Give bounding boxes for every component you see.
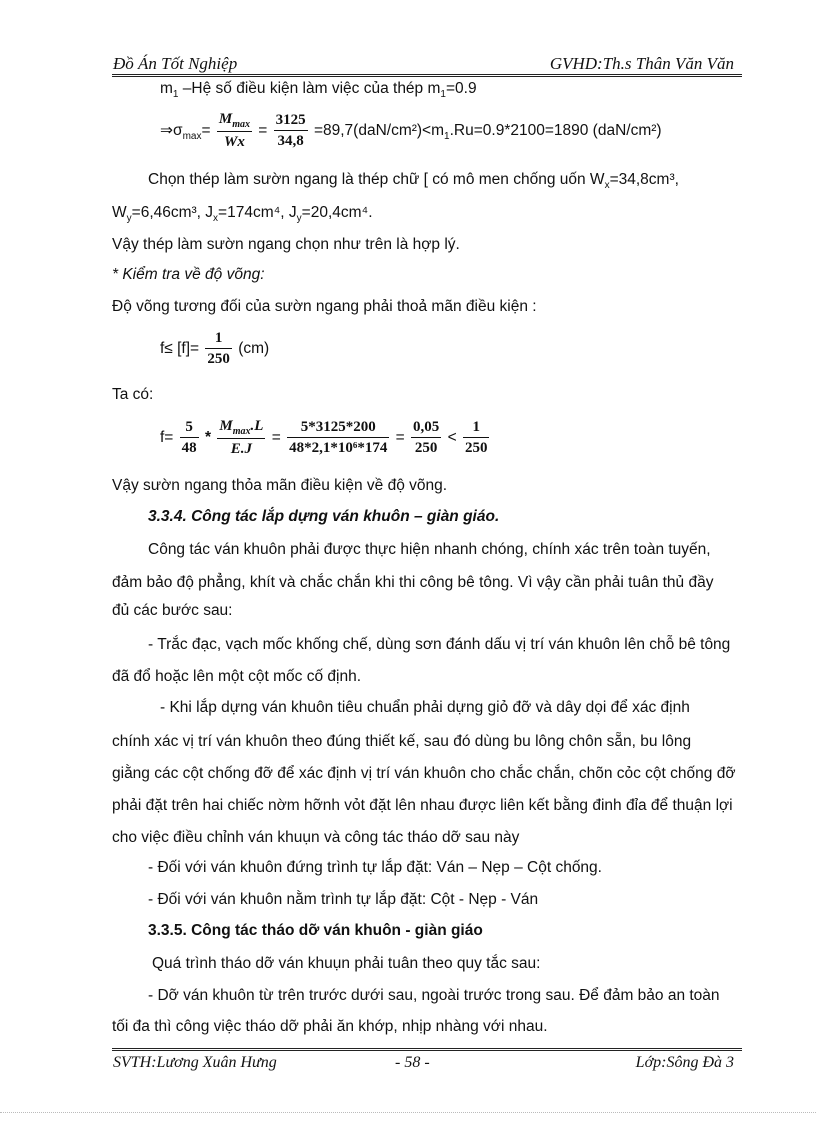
deflection-limit-formula: f≤ [f]= $\frac{1}{250}$ (cm) <box>160 330 270 367</box>
section-3-3-4-heading: 3.3.4. Công tác lắp dựng ván khuôn – giàn giáo. <box>148 508 500 525</box>
moment-fraction: $\frac{M_{max}}{Wx}$ <box>218 111 250 150</box>
p5-line: - Đối với ván khuôn nằm trình tự lắp đặt: Cột - Nẹp - Ván <box>148 891 539 908</box>
page-number: - 58 - <box>395 1054 430 1071</box>
kiem-tra-heading: * Kiểm tra về độ võng: <box>112 266 265 283</box>
vay-line1: Vậy thép làm sườn ngang chọn như trên là hợp lý. <box>112 236 460 253</box>
p3-line3: giằng các cột chống đỡ để xác định vị trí ván khuôn cho chắc chắn, chõn cỏc cột chống đỡ <box>112 765 736 782</box>
p4-line: - Đối với ván khuôn đứng trình tự lắp đặt: Ván – Nẹp – Cột chống. <box>148 859 602 876</box>
sigma-formula: $\Rightarrow\sigma_{max}=$ $\frac{M_{max}}{Wx}$ = $\frac{3125}{34,8}$ $=89,7(daN/cm^2)<m_1.Ru=0.9*2100=1890$ (daN/cm²) <box>160 111 662 150</box>
p1-line1: Công tác ván khuôn phải được thực hiện nhanh chóng, chính xác trên toàn tuyến, <box>148 541 711 558</box>
m1-line: $m_1$ –Hệ số điều kiện làm việc của thép $m_1=0.9$ <box>160 80 477 101</box>
p1-line3: đủ các bước sau: <box>112 602 233 619</box>
footer-rule <box>112 1048 742 1051</box>
deflection-formula: f= $\frac{5}{48}$ * $\frac{M_{max}.L}{E.J}$ = $\frac{5*3125*200}{\text{48*2,1*10⁶*174}}$ = $\frac{0,05}{250}$ < $\frac{1}{250}$ <box>160 418 488 457</box>
p7-line2: tối đa thì công việc tháo dỡ phải ăn khớp, nhịp nhàng với nhau. <box>112 1018 548 1035</box>
header-left: Đồ Án Tốt Nghiệp <box>113 54 238 73</box>
p2-line1: - Trắc đạc, vạch mốc khống chế, dùng sơn đánh dấu vị trí ván khuôn lên chỗ bê tông <box>148 636 731 653</box>
chon-thep-line1: Chọn thép làm sườn ngang là thép chữ [ có mô men chống uốn $W_x=34,8cm^3$, <box>148 171 679 192</box>
value-fraction: $\frac{3125}{34,8}$ <box>275 112 306 149</box>
p3-line4: phải đặt trên hai chiếc nờm hỡnh vỏt đặt lên nhau được liên kết bằng đinh đỉa để thuận lợi <box>112 797 733 814</box>
footer-left: SVTH:Lương Xuân Hưng <box>113 1054 277 1071</box>
limit-fraction: $\frac{1}{250}$ <box>207 330 230 367</box>
header-rule <box>112 74 742 77</box>
p3-line5: cho việc điều chỉnh ván khuụn và công tác tháo dỡ sau này <box>112 829 520 846</box>
p1-line2: đảm bảo độ phẳng, khít và chắc chắn khi thi công bê tông. Vì vậy cần phải tuân thủ đầy <box>112 574 714 591</box>
p3-line2: chính xác vị trí ván khuôn theo đúng thiết kế, sau đó dùng bu lông chôn sẵn, bu lông <box>112 733 692 750</box>
do-vong-line: Độ võng tương đối của sườn ngang phải thoả mãn điều kiện : <box>112 298 537 315</box>
footer-right: Lớp:Sông Đà 3 <box>635 1054 734 1071</box>
header-right: GVHD:Th.s Thân Văn Văn <box>549 54 734 73</box>
section-3-3-5-heading: 3.3.5. Công tác tháo dỡ ván khuôn - giàn giáo <box>148 922 483 939</box>
ta-co-line: Ta có: <box>112 386 154 403</box>
p2-line2: đã đổ hoặc lên một cột mốc cố định. <box>112 668 362 685</box>
p7-line1: - Dỡ ván khuôn từ trên trước dưới sau, ngoài trước trong sau. Để đảm bảo an toàn <box>148 987 720 1004</box>
page-bottom-border <box>0 1112 816 1113</box>
p3-line1: - Khi lắp dựng ván khuôn tiêu chuẩn phải dựng giỏ đỡ và dây dọi để xác định <box>160 699 690 716</box>
vay-line2: Vậy sườn ngang thỏa mãn điều kiện về độ võng. <box>112 477 448 494</box>
p6-line: Quá trình tháo dỡ ván khuụn phải tuân theo quy tắc sau: <box>152 955 541 972</box>
chon-thep-line2: $W_y=6,46cm^3$, $J_x=174cm^4$, $J_y=20,4cm^4$. <box>112 204 373 225</box>
